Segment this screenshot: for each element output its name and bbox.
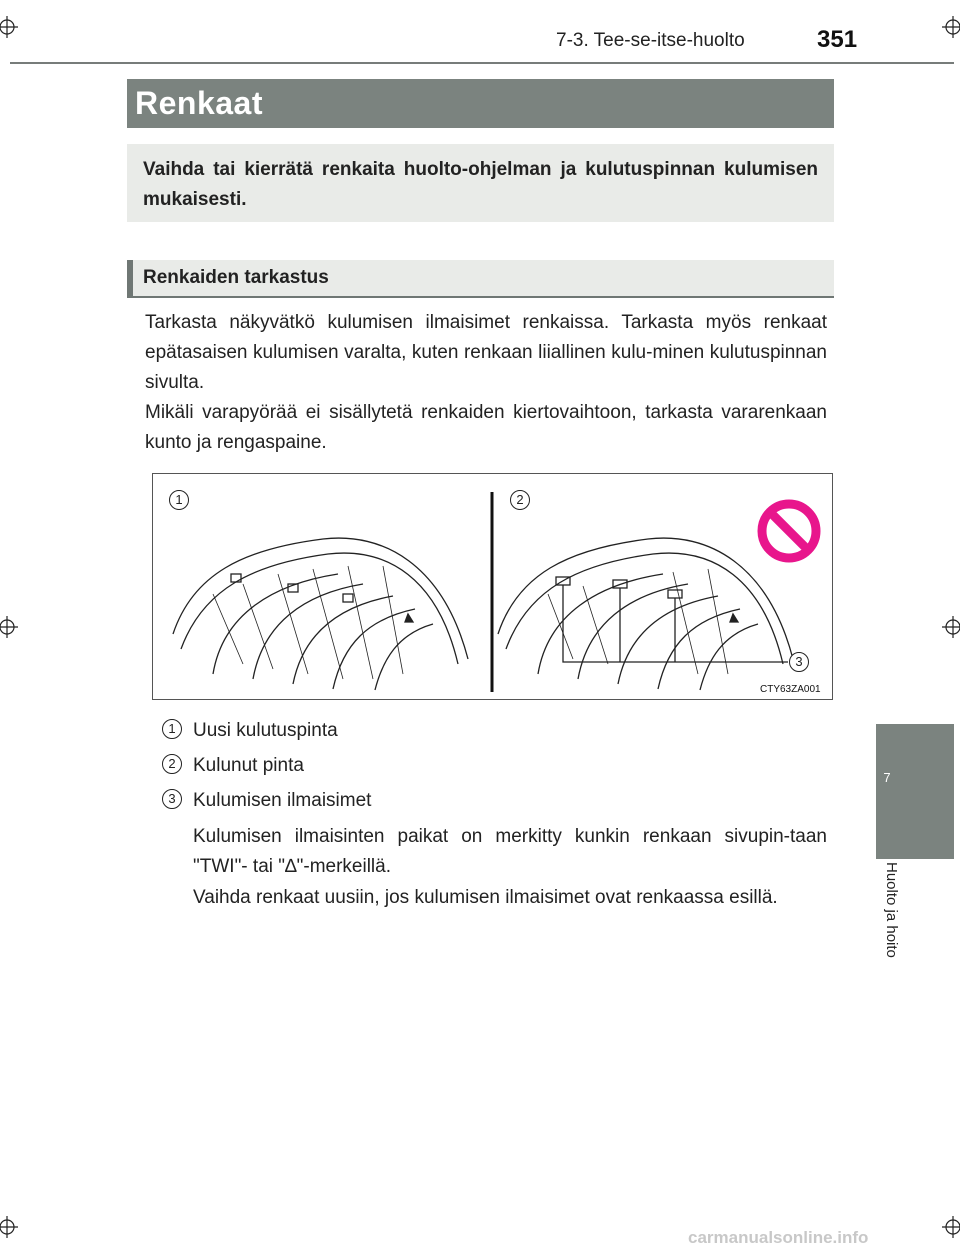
tire-figure — [152, 473, 833, 700]
page-number: 351 — [817, 26, 858, 53]
item3-note-1: Kulumisen ilmaisinten paikat on merkitty kunkin renkaan sivupin-taan "TWI"- tai "∆"-merkeillä. — [193, 826, 827, 877]
chapter-tab — [876, 724, 954, 859]
item-number-2: 2 — [162, 754, 182, 774]
header-rule — [10, 62, 954, 64]
item-label-3: Kulumisen ilmaisimet — [193, 790, 372, 811]
page-title: Renkaat — [127, 79, 834, 128]
subheading: Renkaiden tarkastus — [127, 260, 834, 298]
callout-2: 2 — [510, 490, 530, 510]
item-number-1: 1 — [162, 719, 182, 739]
item-label-2: Kulunut pinta — [193, 755, 304, 776]
crop-mark-icon — [0, 16, 18, 38]
worn-tire-drawing — [498, 538, 793, 690]
figure-code: CTY63ZA001 — [760, 684, 821, 695]
section-header: 7-3. Tee-se-itse-huolto — [556, 30, 745, 51]
crop-mark-icon — [0, 616, 18, 638]
watermark: carmanualsonline.info — [688, 1228, 869, 1247]
tire-illustration — [153, 474, 834, 701]
callout-1: 1 — [169, 490, 189, 510]
callout-3: 3 — [789, 652, 809, 672]
chapter-label: Huolto ja hoito — [883, 862, 900, 958]
paragraph-2: Mikäli varapyörää ei sisällytetä renkaiden kiertovaihtoon, tarkasta vararenkaan kunto ja rengaspaine. — [145, 402, 827, 453]
prohibited-icon — [762, 504, 816, 558]
item-number-3: 3 — [162, 789, 182, 809]
new-tire-drawing — [173, 538, 468, 690]
crop-mark-icon — [942, 16, 960, 38]
item-label-1: Uusi kulutuspinta — [193, 720, 338, 741]
paragraph-1: Tarkasta näkyvätkö kulumisen ilmaisimet renkaissa. Tarkasta myös renkaat epätasaisen kulumisen varalta, kuten renkaan liiallinen kulu-minen kulutuspinnan sivulta. — [145, 312, 827, 393]
intro-text: Vaihda tai kierrätä renkaita huolto-ohjelman ja kulutuspinnan kulumisen mukaisesti. — [143, 159, 818, 210]
intro-box — [127, 144, 834, 222]
crop-mark-icon — [0, 1216, 18, 1238]
item3-note-2: Vaihda renkaat uusiin, jos kulumisen ilmaisimet ovat renkaassa esillä. — [193, 887, 778, 908]
crop-mark-icon — [942, 1216, 960, 1238]
crop-mark-icon — [942, 616, 960, 638]
chapter-number: 7 — [883, 770, 891, 785]
